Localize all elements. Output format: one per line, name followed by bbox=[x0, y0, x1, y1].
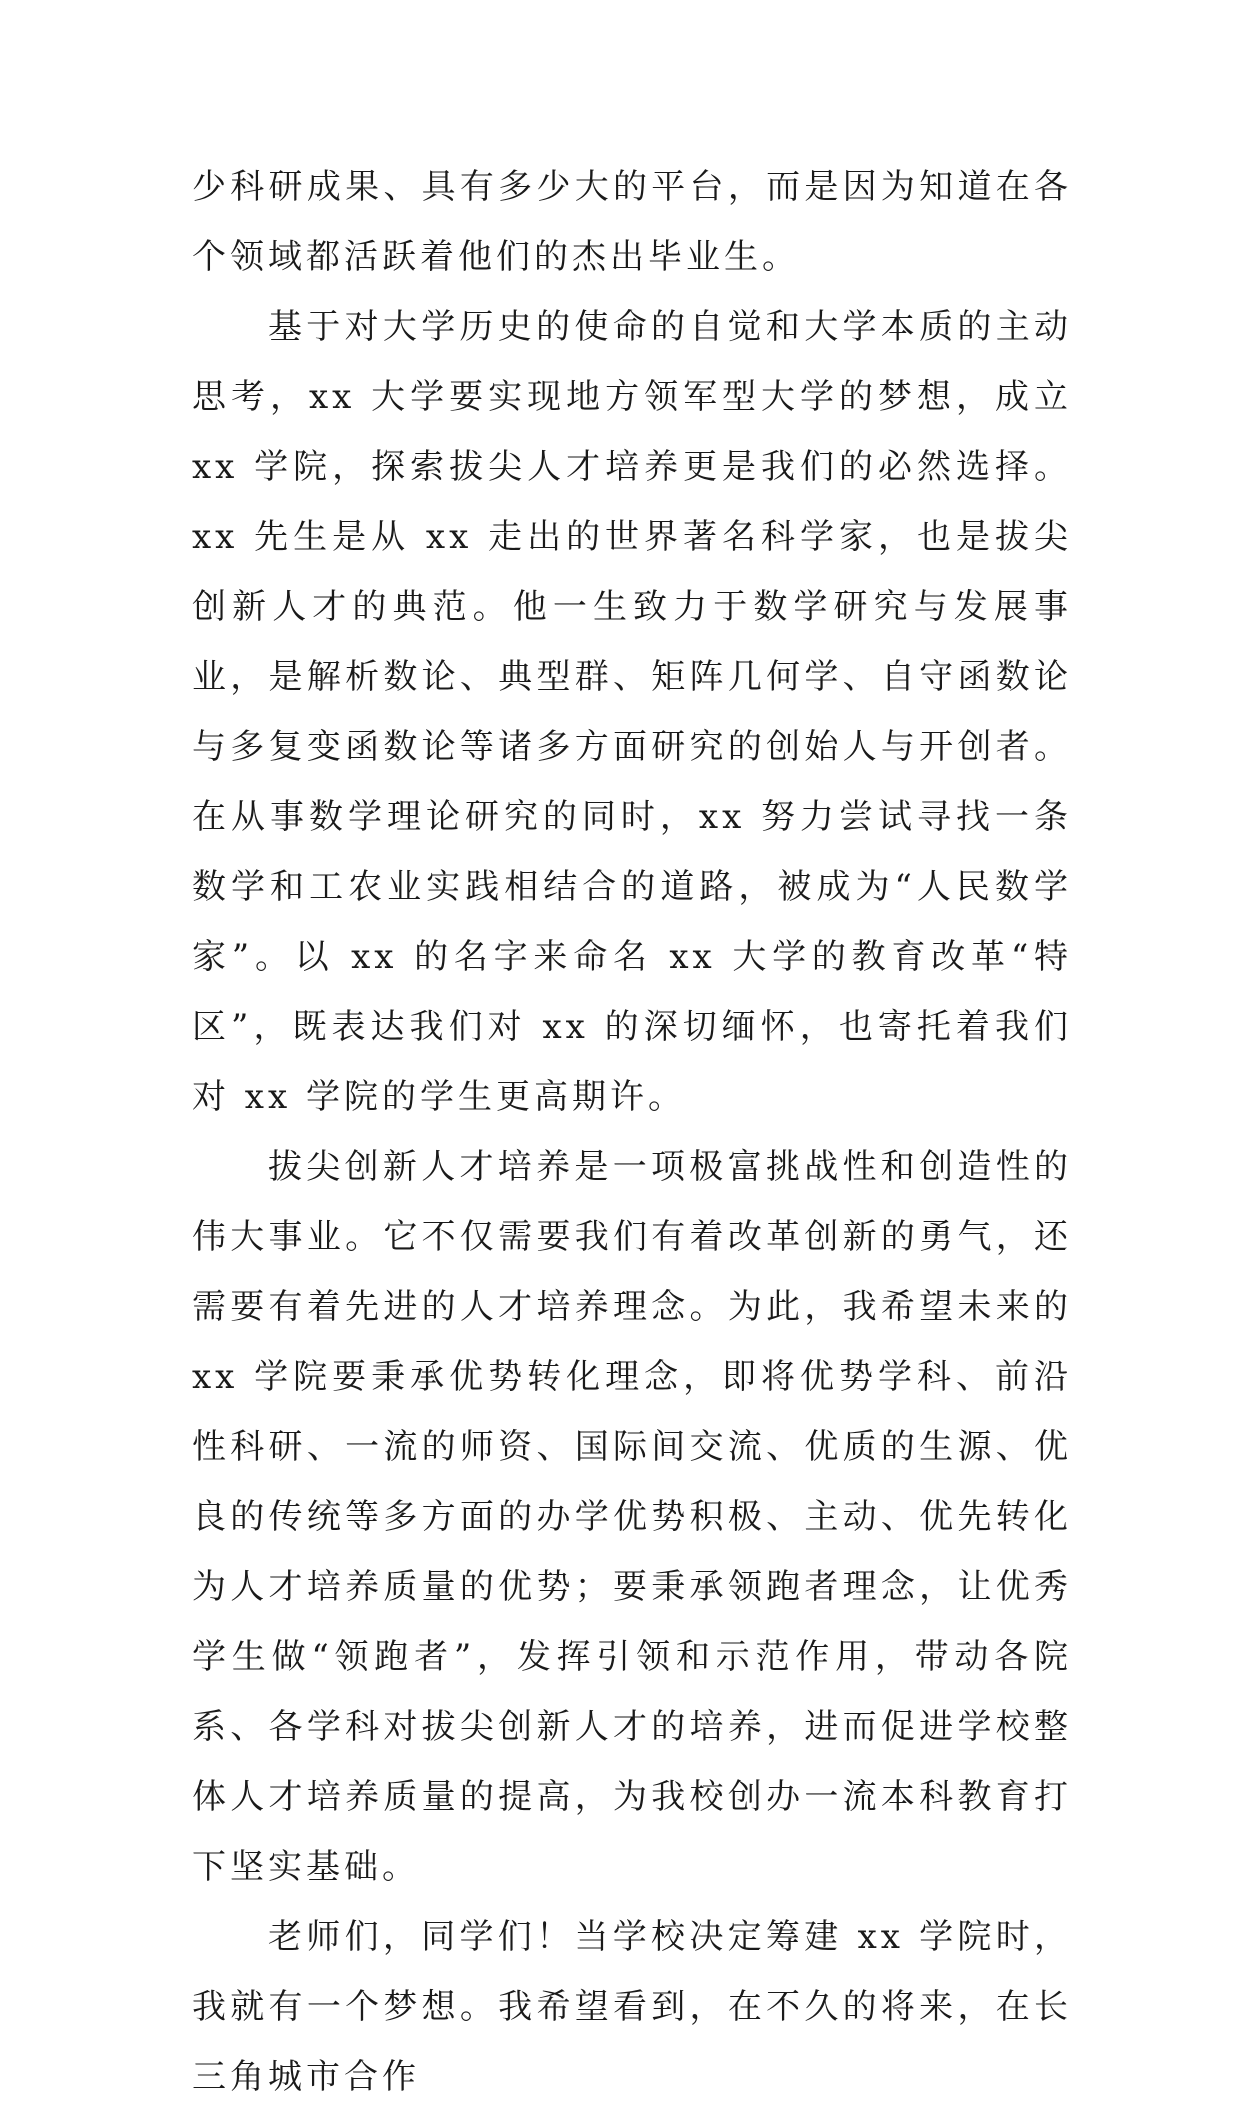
paragraph-1: 少科研成果、具有多少大的平台，而是因为知道在各个领域都活跃着他们的杰出毕业生。 bbox=[192, 167, 1072, 277]
paragraph-4: 老师们，同学们！当学校决定筹建 xx 学院时，我就有一个梦想。我希望看到，在不久的将来，在长三角城市合作 bbox=[192, 1917, 1072, 2097]
document-body bbox=[192, 152, 1072, 2112]
paragraph-3: 拔尖创新人才培养是一项极富挑战性和创造性的伟大事业。它不仅需要我们有着改革创新的勇气，还需要有着先进的人才培养理念。为此，我希望未来的 xx 学院要秉承优势转化理念，即将优势学科、前沿性科研、一流的师资、国际间交流、优质的生源、优良的传统等多方面的办学优势积极、主动、优先转化为人才培养质量的优势；要秉承领跑者理念，让优秀学生做“领跑者”，发挥引领和示范作用，带动各院系、各学科对拔尖创新人才的培养，进而促进学校整体人才培养质量的提高，为我校创办一流本科教育打下坚实基础。 bbox=[192, 1147, 1072, 1887]
paragraph-2: 基于对大学历史的使命的自觉和大学本质的主动思考，xx 大学要实现地方领军型大学的梦想，成立 xx 学院，探索拔尖人才培养更是我们的必然选择。xx 先生是从 xx 走出的世界著名科学家，也是拔尖创新人才的典范。他一生致力于数学研究与发展事业，是解析数论、典型群、矩阵几何学、自守函数论与多复变函数论等诸多方面研究的创始人与开创者。在从事数学理论研究的同时，xx 努力尝试寻找一条数学和工农业实践相结合的道路，被成为“人民数学家”。以 xx 的名字来命名 xx 大学的教育改革“特区”，既表达我们对 xx 的深切缅怀，也寄托着我们对 xx 学院的学生更高期许。 bbox=[192, 307, 1072, 1117]
